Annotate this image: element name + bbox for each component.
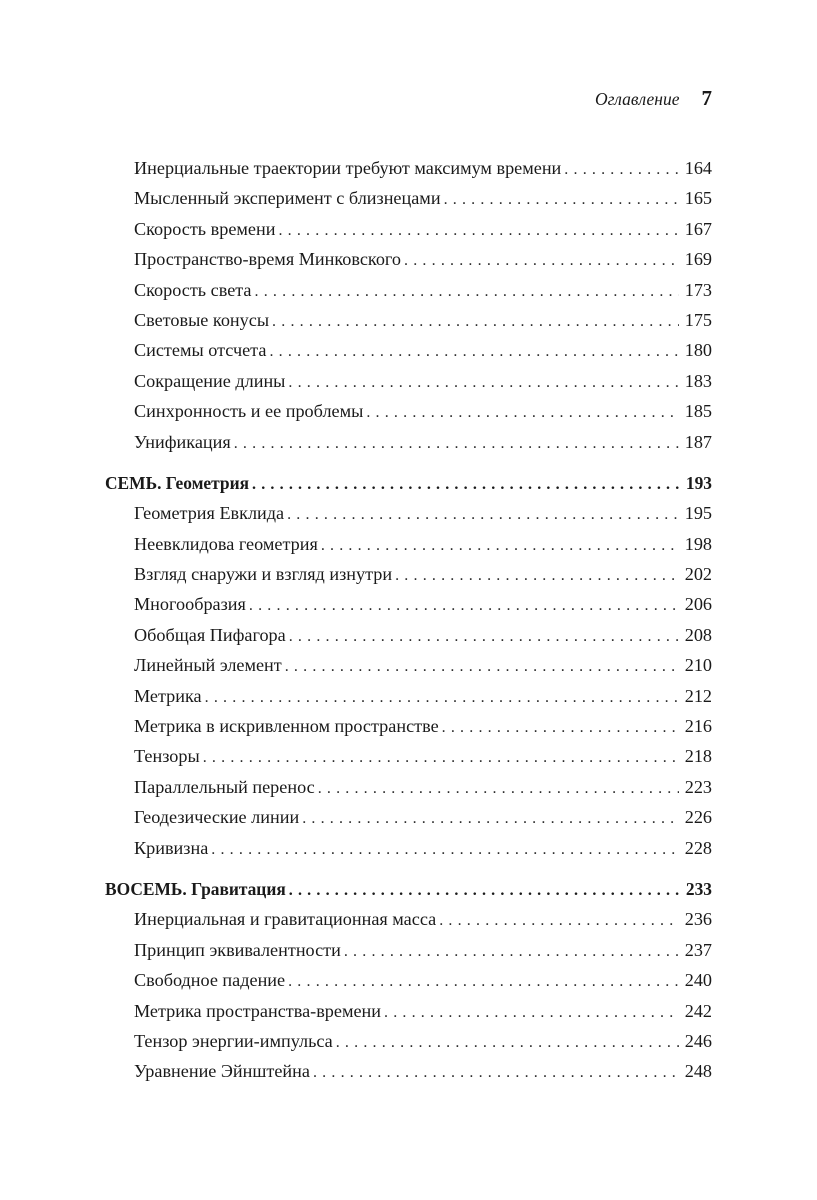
toc-entry	[105, 681, 712, 711]
dot-leader	[289, 622, 679, 652]
toc-entry-page: 202	[684, 564, 712, 585]
toc-entry-page: 210	[684, 655, 712, 676]
toc-entry-page: 218	[684, 746, 712, 767]
toc-entry-page: 242	[684, 1000, 712, 1021]
toc-entry-title: Унификация	[134, 431, 231, 452]
dot-leader	[564, 155, 678, 185]
toc-entry	[105, 650, 712, 680]
toc-entry	[105, 529, 712, 559]
toc-entry-page: 228	[684, 837, 712, 858]
toc-entry-page: 198	[684, 533, 712, 554]
toc-entry	[105, 620, 712, 650]
toc-entry-title: Метрика в искривленном пространстве	[134, 716, 439, 737]
toc-entry-page: 167	[684, 218, 712, 239]
toc-entry-page: 240	[684, 970, 712, 991]
toc-entry-title: Световые конусы	[134, 309, 270, 330]
dot-leader	[439, 906, 679, 936]
toc-chapter-eight	[105, 874, 712, 1087]
toc-entry	[105, 589, 712, 619]
toc-entry	[105, 559, 712, 589]
toc-entry-title: Скорость света	[134, 279, 252, 300]
dot-leader	[384, 998, 679, 1028]
toc-entry-page: 208	[684, 624, 712, 645]
toc-entry-title: Взгляд снаружи и взгляд изнутри	[134, 564, 393, 585]
toc-entry-page: 216	[684, 716, 712, 737]
toc-entry-title: Метрика	[134, 685, 202, 706]
dot-leader	[252, 470, 680, 500]
dot-leader	[313, 1058, 679, 1088]
toc-entry-title: Тензор энергии-импульса	[134, 1030, 333, 1051]
chapter-page: 233	[685, 878, 712, 899]
dot-leader	[336, 1028, 679, 1058]
dot-leader	[321, 531, 679, 561]
toc-entry	[105, 802, 712, 832]
dot-leader	[255, 277, 679, 307]
running-head-title: Оглавление	[595, 89, 680, 109]
toc-entry-page: 195	[684, 503, 712, 524]
dot-leader	[318, 774, 679, 804]
toc-entry-title: Мысленный эксперимент с близнецами	[134, 188, 441, 209]
toc-entry-page: 246	[684, 1030, 712, 1051]
toc-entry	[105, 935, 712, 965]
toc-entry	[105, 275, 712, 305]
toc-entry-page: 226	[684, 807, 712, 828]
toc-entry	[105, 711, 712, 741]
toc-entry	[105, 965, 712, 995]
toc-entry-page: 223	[684, 776, 712, 797]
toc-entry-title: Принцип эквивалентности	[134, 939, 341, 960]
toc-entry	[105, 183, 712, 213]
chapter-title: ВОСЕМЬ. Гравитация	[105, 878, 286, 899]
toc-entry-title: Обобщая Пифагора	[134, 624, 286, 645]
toc-entry-page: 187	[684, 431, 712, 452]
toc-chapter-heading	[105, 874, 712, 904]
dot-leader	[442, 713, 679, 743]
toc-entry-page: 185	[684, 401, 712, 422]
toc-entry	[105, 335, 712, 365]
dot-leader	[278, 216, 678, 246]
toc-entry-title: Многообразия	[134, 594, 246, 615]
toc-entry-page: 180	[684, 340, 712, 361]
toc-entry-title: Уравнение Эйнштейна	[134, 1061, 310, 1082]
toc-entry-title: Скорость времени	[134, 218, 276, 239]
toc-entry-title: Тензоры	[134, 746, 200, 767]
toc-entry	[105, 1056, 712, 1086]
dot-leader	[395, 561, 679, 591]
dot-leader	[211, 835, 678, 865]
toc-entry-page: 206	[684, 594, 712, 615]
dot-leader	[288, 368, 678, 398]
dot-leader	[287, 500, 679, 530]
toc-entry-title: Линейный элемент	[134, 655, 282, 676]
toc-entry-page: 173	[684, 279, 712, 300]
toc-entry	[105, 366, 712, 396]
toc-entry-title: Метрика пространства-времени	[134, 1000, 381, 1021]
toc-entry	[105, 244, 712, 274]
toc-entry-title: Инерциальная и гравитационная масса	[134, 909, 437, 930]
toc-entry-title: Системы отсчета	[134, 340, 267, 361]
toc-entry-page: 248	[684, 1061, 712, 1082]
toc-entry-page: 236	[684, 909, 712, 930]
dot-leader	[288, 967, 679, 997]
toc-entry-title: Свободное падение	[134, 970, 286, 991]
toc-chapter-heading	[105, 468, 712, 498]
toc-chapter-seven	[105, 468, 712, 863]
dot-leader	[344, 937, 679, 967]
dot-leader	[289, 876, 680, 906]
toc-entry-title: Сокращение длины	[134, 370, 286, 391]
toc-entry-page: 237	[684, 939, 712, 960]
dot-leader	[404, 246, 679, 276]
toc-entry	[105, 214, 712, 244]
toc-entry-title: Инерциальные траектории требуют максимум времени	[134, 158, 562, 178]
toc-entry-title: Параллельный перенос	[134, 776, 315, 797]
dot-leader	[285, 652, 679, 682]
dot-leader	[203, 743, 679, 773]
toc-entry	[105, 427, 712, 457]
toc-section-continued	[105, 153, 712, 457]
dot-leader	[444, 185, 679, 215]
toc-entry	[105, 833, 712, 863]
dot-leader	[269, 337, 678, 367]
toc-entry-title: Пространство-время Минковского	[134, 249, 402, 270]
toc-entry-page: 183	[684, 370, 712, 391]
toc-entry-title: Неевклидова геометрия	[134, 533, 318, 554]
toc-entry-page: 212	[684, 685, 712, 706]
chapter-title: СЕМЬ. Геометрия	[105, 472, 250, 493]
toc-entry	[105, 498, 712, 528]
toc-entry	[105, 1026, 712, 1056]
toc-entry	[105, 996, 712, 1026]
toc-entry	[105, 772, 712, 802]
toc-entry-title: Геодезические линии	[134, 807, 300, 828]
running-head	[595, 86, 712, 111]
toc-entry-page: 165	[684, 188, 712, 209]
toc-entry-title: Кривизна	[134, 837, 209, 858]
toc-entry-title: Геометрия Евклида	[134, 503, 285, 524]
dot-leader	[234, 429, 679, 459]
toc-entry	[105, 153, 712, 183]
toc-entry-page: 169	[684, 249, 712, 270]
toc-entry-title: Синхронность и ее проблемы	[134, 401, 364, 422]
toc-entry-page: 175	[684, 309, 712, 330]
dot-leader	[205, 683, 679, 713]
dot-leader	[302, 804, 679, 834]
dot-leader	[366, 398, 678, 428]
toc-entry	[105, 904, 712, 934]
toc-entry	[105, 741, 712, 771]
dot-leader	[272, 307, 679, 337]
dot-leader	[249, 591, 679, 621]
table-of-contents	[105, 153, 712, 1087]
toc-entry	[105, 305, 712, 335]
chapter-page: 193	[685, 472, 712, 493]
page-number: 7	[701, 86, 712, 110]
toc-entry	[105, 396, 712, 426]
toc-entry-page: 164	[684, 158, 712, 178]
